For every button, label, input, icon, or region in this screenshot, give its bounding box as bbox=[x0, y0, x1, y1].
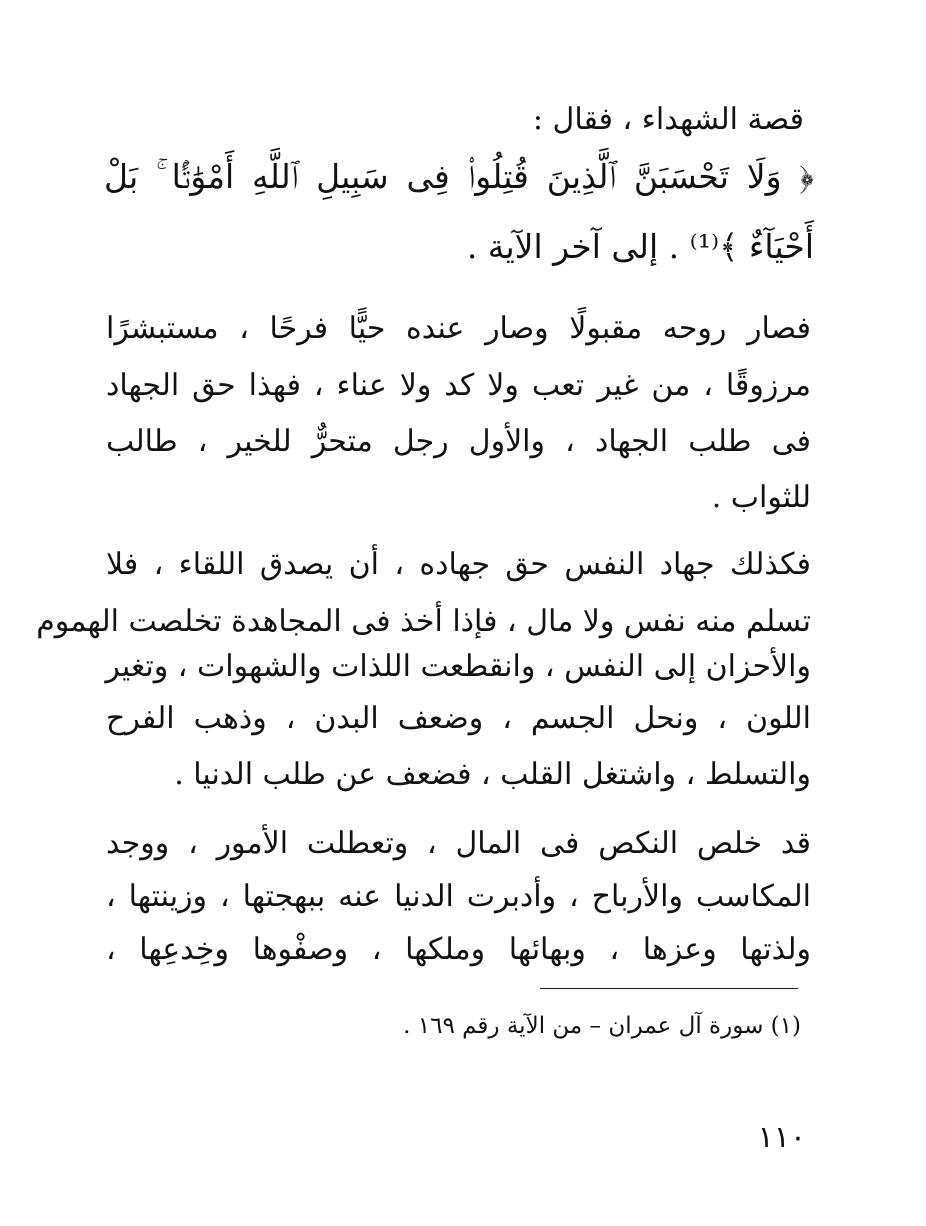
paragraph-2-line-4: اللون ، ونحل الجسم ، وضعف البدن ، وذهب الفرح bbox=[106, 701, 811, 736]
paragraph-1-line-4: للثواب . bbox=[711, 480, 811, 515]
paragraph-3-line-2: المكاسب والأرباح ، وأدبرت الدنيا عنه ببهجتها ، وزينتها ، bbox=[106, 879, 811, 914]
intro-line: قصة الشهداء ، فقال : bbox=[532, 102, 804, 137]
paragraph-3-line-3: ولذتها وعزها ، وبهائها وملكها ، وصفْوها وخِدعِها ، bbox=[106, 932, 811, 967]
quran-verse-line-1: ﴿ وَلَا تَحْسَبَنَّ ٱلَّذِينَ قُتِلُوا۟ فِى سَبِيلِ ٱللَّهِ أَمْوَٰتًۢا ۚ بَلْ bbox=[104, 157, 814, 196]
quran-verse-line-2: أَحْيَآءٌ ﴾⁽¹⁾ . إلى آخر الآية . bbox=[466, 227, 814, 266]
paragraph-2-line-3: والأحزان إلى النفس ، وانقطعت اللذات والشهوات ، وتغير bbox=[105, 649, 811, 684]
paragraph-2-line-1: فكذلك جهاد النفس حق جهاده ، أن يصدق اللقاء ، فلا bbox=[106, 547, 811, 582]
paragraph-1-line-3: فى طلب الجهاد ، والأول رجل متحرٌّ للخير ، طالب bbox=[106, 424, 811, 459]
paragraph-2-line-5: والتسلط ، واشتغل القلب ، فضعف عن طلب الدنيا . bbox=[174, 757, 811, 792]
paragraph-1-line-1: فصار روحه مقبولًا وصار عنده حيًّا فرحًا ، مستبشرًا bbox=[106, 311, 811, 346]
footnote: (١) سورة آل عمران – من الآية رقم ١٦٩ . bbox=[403, 1013, 801, 1039]
footnote-divider bbox=[540, 988, 798, 989]
paragraph-3-line-1: قد خلص النكص فى المال ، وتعطلت الأمور ، ووجد bbox=[106, 826, 811, 861]
paragraph-2-line-2: تسلم منه نفس ولا مال ، فإذا أخذ فى المجاهدة تخلصت الهموم bbox=[36, 604, 811, 639]
paragraph-1-line-2: مرزوقًا ، من غير تعب ولا كد ولا عناء ، فهذا حق الجهاد bbox=[106, 368, 811, 403]
page-number: ١١٠ bbox=[757, 1120, 806, 1155]
